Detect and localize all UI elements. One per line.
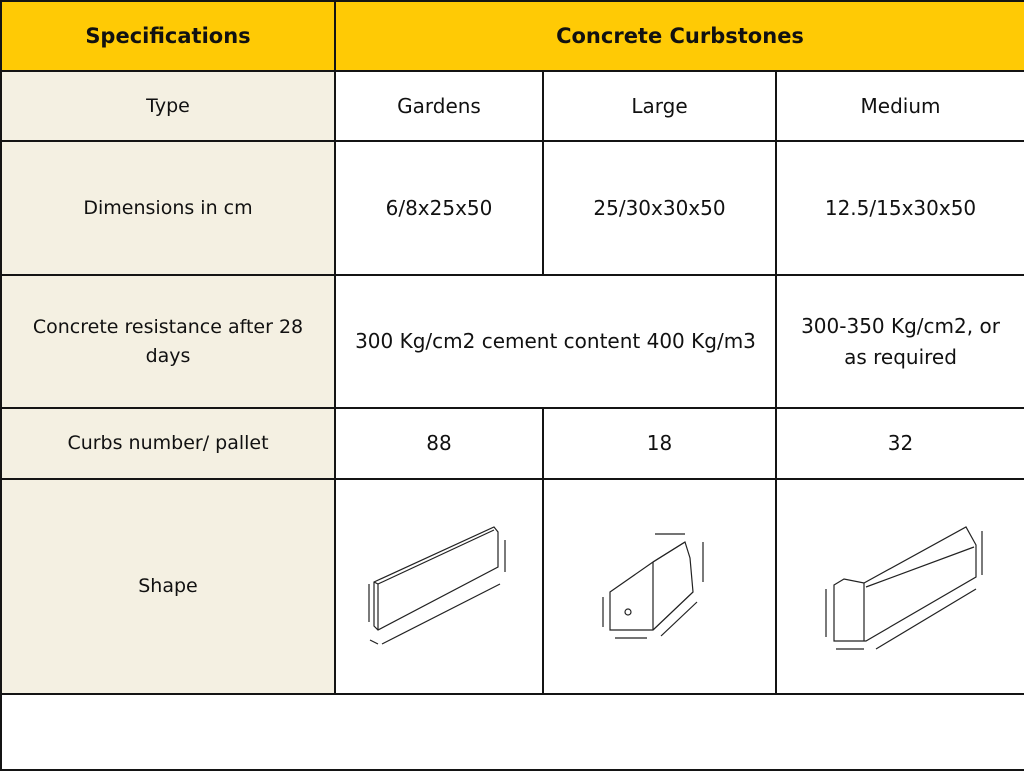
resistance-medium: 300-350 Kg/cm2, or as required [776, 275, 1024, 408]
resistance-gardens-large: 300 Kg/cm2 cement content 400 Kg/m3 [335, 275, 776, 408]
pallet-medium: 32 [776, 408, 1024, 479]
shape-medium-cell [776, 479, 1024, 694]
pallet-gardens: 88 [335, 408, 543, 479]
shape-large-cell [543, 479, 776, 694]
type-label: Type [1, 71, 335, 141]
type-gardens: Gardens [335, 71, 543, 141]
type-large: Large [543, 71, 776, 141]
table-row [1, 141, 1024, 275]
table-row [1, 71, 1024, 141]
medium-curbstone-drawing-icon [816, 517, 986, 657]
large-curbstone-drawing-icon [585, 522, 735, 652]
table-row [1, 408, 1024, 479]
dimensions-medium: 12.5/15x30x50 [776, 141, 1024, 275]
type-medium: Medium [776, 71, 1024, 141]
table-row [1, 275, 1024, 408]
table-row [1, 479, 1024, 694]
resistance-label: Concrete resistance after 28 days [1, 275, 335, 408]
dimensions-gardens: 6/8x25x50 [335, 141, 543, 275]
dimensions-large: 25/30x30x50 [543, 141, 776, 275]
pallet-label: Curbs number/ pallet [1, 408, 335, 479]
dimensions-label: Dimensions in cm [1, 141, 335, 275]
specifications-header: Specifications [1, 1, 335, 71]
empty-footer-row [1, 694, 1024, 770]
product-header: Concrete Curbstones [335, 1, 1024, 71]
header-row [1, 1, 1024, 71]
shape-gardens-cell [335, 479, 543, 694]
shape-label: Shape [1, 479, 335, 694]
gardens-curbstone-drawing-icon [364, 522, 514, 652]
empty-cell [1, 694, 1024, 770]
pallet-large: 18 [543, 408, 776, 479]
